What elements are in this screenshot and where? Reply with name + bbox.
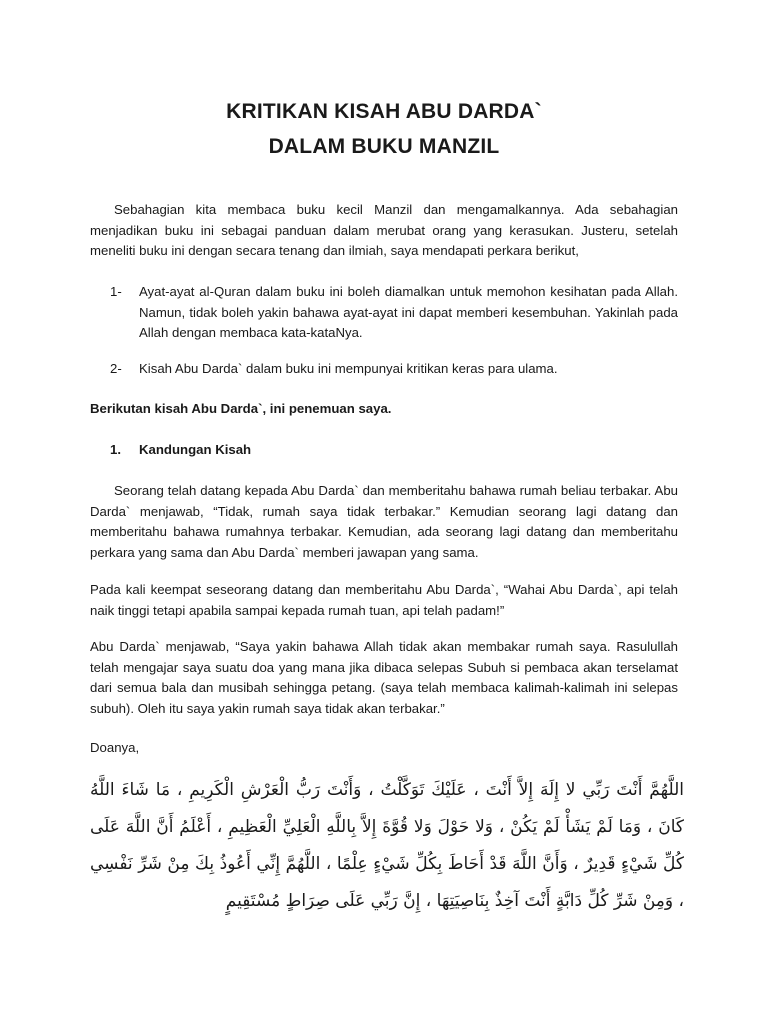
doa-arabic-text: اللَّهُمَّ أَنْتَ رَبِّي لا إِلَهَ إِلاَّ أَنْتَ ، عَلَيْكَ تَوَكَّلْتُ ، وَأَنْتَ رَبُّ الْعَرْشِ الْكَرِيمِ ، مَا شَاءَ اللَّهُ كَانَ ، وَمَا لَمْ يَشَأْ لَمْ يَكُنْ ، وَلا حَوْلَ وَلا قُوَّةَ إِلاَّ بِاللَّهِ الْعَلِيِّ الْعَظِيمِ ، أَعْلَمُ أَنَّ اللَّهَ عَلَى كُلِّ شَيْءٍ قَدِيرٌ ، وَأَنَّ اللَّهَ قَدْ أَحَاطَ بِكُلِّ شَيْءٍ عِلْمًا ، اللَّهُمَّ إِنِّي أَعُوذُ بِكَ مِنْ شَرِّ نَفْسِي ، وَمِنْ شَرِّ كُلِّ دَابَّةٍ أَنْتَ آخِذٌ بِنَاصِيَتِهَا ، إِنَّ رَبِّي عَلَى صِرَاطٍ مُسْتَقِيمٍ (90, 780, 684, 911)
list-item (90, 282, 678, 344)
list-item (90, 359, 678, 380)
intro-paragraph: Sebahagian kita membaca buku kecil Manzil dan mengamalkannya. Ada sebahagian menjadikan buku ini sebagai panduan dalam merubat orang yang kerasukan. Justeru, setelah meneliti buku ini dengan secara tenang dan ilmiah, saya mendapati perkara berikut, (90, 202, 678, 258)
list-item-text: Ayat-ayat al-Quran dalam buku ini boleh diamalkan untuk memohon kesihatan pada Allah. Namun, tidak boleh yakin bahawa ayat-ayat ini dapat memberi kesembuhan. Yakinlah pada Allah dengan membaca kata-kataNya. (139, 284, 678, 340)
section-title: Kandungan Kisah (139, 442, 252, 457)
list-item-number: 2- (110, 361, 122, 376)
document-title-line-1: KRITIKAN KISAH ABU DARDA` (226, 100, 542, 123)
document-title-line-2: DALAM BUKU MANZIL (268, 135, 500, 158)
list-item-text: Kisah Abu Darda` dalam buku ini mempunyai kritikan keras para ulama. (139, 361, 558, 376)
doa-label: Doanya, (90, 740, 140, 755)
section-number: 1. (110, 442, 121, 457)
story-paragraph-2: Pada kali keempat seseorang datang dan memberitahu Abu Darda`, “Wahai Abu Darda`, api telah naik tinggi tetapi apabila sampai kepada rumah tuan, api telah padam!” (90, 582, 678, 618)
findings-heading: Berikutan kisah Abu Darda`, ini penemuan saya. (90, 401, 392, 416)
list-item-number: 1- (110, 284, 122, 299)
section-heading (90, 440, 678, 461)
story-paragraph-1: Seorang telah datang kepada Abu Darda` dan memberitahu bahawa rumah beliau terbakar. Abu Darda` menjawab, “Tidak, rumah saya tidak terbakar.” Kemudian seorang lagi datang dan memberitahu bahawa rumahnya terbakar. Kemudian, ada seorang lagi datang dan memberitahu perkara yang sama dan Abu Darda` memberi jawapan yang sama. (90, 483, 678, 560)
story-paragraph-3: Abu Darda` menjawab, “Saya yakin bahawa Allah tidak akan membakar rumah saya. Rasulullah telah mengajar saya suatu doa yang mana jika dibaca selepas Subuh si pembaca akan terselamat dari semua bala dan musibah sehingga petang. (saya telah membaca kalimah-kalimah ini selepas subuh). Oleh itu saya yakin rumah saya tidak akan terbakar.” (90, 639, 678, 716)
